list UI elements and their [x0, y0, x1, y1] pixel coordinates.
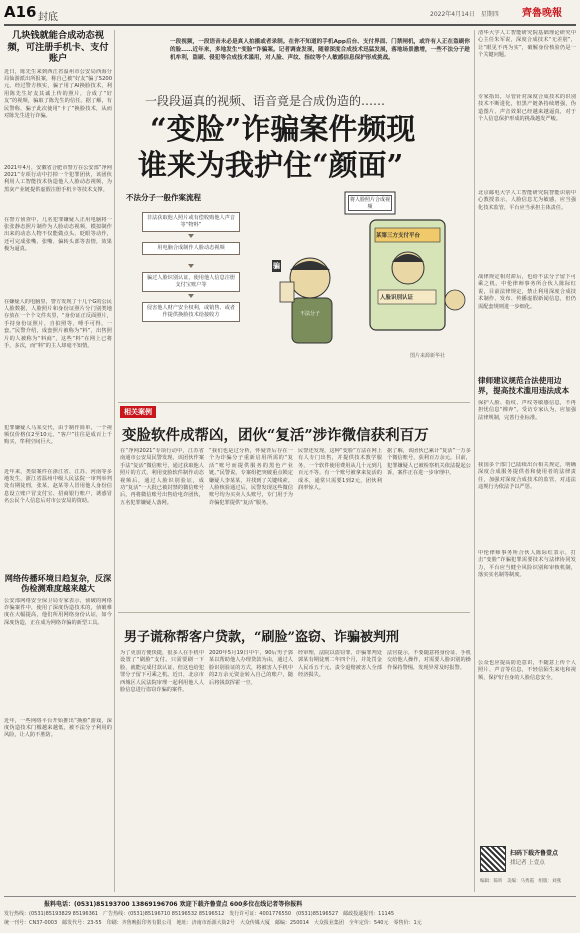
cartoon-illustration — [270, 190, 470, 350]
bottom-col-4: 法官提示，不要随意将身份证、手机交给他人操作，对需要人脸识别的操作保持警惕，发现异常及时报警。 — [387, 650, 471, 671]
flow-arrow-1 — [188, 234, 194, 238]
bottom-col-1: 为了更加方便快捷，很多人在手机中设置了“刷脸”支付。只需要刷一下脸，就能完成付款认证，但这也给犯罪分子留下可乘之机。近日，北京市西城区人民法院审理一起利用他人人脸信息进行盗窃诈骗的案件。 — [120, 650, 204, 694]
newspaper-logo: 齊魯晚報 — [522, 8, 562, 19]
right-body-5: 保护人脸、指纹、声纹等敏感信息，不再担忧信息“裸奔”。受访专家认为，应加强法律规制，完善行业标准。 — [478, 400, 576, 421]
footer-line-1: 报料电话：(0531)85193700 13869196706 欢迎下载齐鲁壹点 600多位在线记者等你报料 — [44, 901, 303, 908]
left-body-7: 公安部网络安全保卫局专家表示，侦破的网络诈骗案件中，使用了深度伪造技术的，侦破难度在大幅提高，他们所用网络身份认证，如今深度伪造，正在成为网络诈骗的新型工具。 — [4, 597, 112, 626]
flow-step-3: 骗过人脸识别认证，使用他人信息注册支付宝账户等 — [142, 272, 240, 292]
right-body-3: 北京邮电大学人工智能研究院智能识别中心教授表示，人脸信息尤为敏感，应当强化技术监管，平台应当承担主体责任。 — [478, 190, 576, 211]
footer-line-3: 统一刊号：CN37-0003 邮发代号：23-55 印刷：齐鲁晚报印务有限公司 地址：济南市泺源大街2号 大众传媒大厦 邮编：250014 大众报业集团 全年定价：540元 零售价：1元 — [4, 920, 422, 926]
headline-line-2: 谁来为我护住“颜面” — [138, 148, 404, 182]
column-divider — [114, 30, 115, 892]
flow-step-4: 侵害他人财产安全权利，或销售、或者作提供换脸技术给接收方 — [142, 302, 240, 322]
illus-credit: 图片来源新华社 — [410, 353, 446, 359]
left-column — [4, 30, 112, 890]
left-body-1: 近日，陈先生来到西江省温州市公安局西海分局仙游派出所报案，称自己被“好友”骗了5200元。经过警方核实，骗子用了AI换脸技术，利用陈先生好友其诚上传的照片，合成了“好友”的视频，骗取了陈先生的信任。据了解，有民警称，骗子此次使用“卡了”换脸技术，从而对陈先生进行诈骗。 — [4, 68, 112, 119]
illus-label-3: 人脸识别认证 — [380, 295, 414, 301]
left-body-4: 在嫌疑人的电脑里，警方发现了十几个G的公民人脸数据，人脸照片和身份证照片分门别类地存放在一个个文件夹里，“身份证正反面照片，手持身份证照片，自拍照等，唾手可得，一套。”民警介绍，成套照片被称为“料”，出售照片的人被称为“料商”，这些“料”在网上已将手，多次，而“料”的主人却毫不知情。 — [4, 298, 112, 349]
lead-paragraph: 一段视频，一段语音未必是真人拍摄或者录制。在你不知道的手机App后台、支付界面、门禁闸机，或许有人正在盗刷你的脸……近年来，多地发生“变脸”诈骗案。记者调查发现，随着深度合成技术迅猛发展，落地场景激增，一些不法分子趁机牟利，盗刷、侵犯等合成技术滥用，对人脸、声纹、指纹等个人敏感信息保护形成挑战。 — [170, 39, 470, 61]
left-subhead: 网络传播环境日趋复杂，反深伪检测难度越来越大 — [4, 572, 112, 593]
headline-line-1: “变脸”诈骗案件频现 — [150, 112, 416, 146]
right-body-6: 我国多个部门已陆续出台相关规定，明确深度合成服务提供者和使用者的法律责任，加强对深度合成技术的监管，对违法违规行为依法予以严惩。 — [478, 462, 576, 491]
right-subhead: 律师建议规范合法使用边界，提高技术滥用违法成本 — [478, 376, 570, 395]
flow-step-1: 非法获取他人照片或有偿收购他人声音等“物料” — [142, 212, 240, 232]
headline-kicker: 一段段逼真的视频、语音竟是合成伪造的…… — [145, 94, 386, 108]
right-body-2: 专家指出，尽管针对深度合成技术的识别技术不断进化，但黑产链条持续增强，伪造图片、声音效果已经越来越逼真，对于个人信息保护形成的挑战越发严峻。 — [478, 94, 576, 123]
editor-credits: 编辑：陈昕 美编：马秀霞 组版：刘燕 — [480, 879, 561, 884]
flow-chart — [122, 192, 287, 402]
footer — [4, 896, 576, 930]
flow-arrow-3 — [188, 294, 194, 298]
page-number: A16 — [4, 3, 37, 21]
right-body-8: 公众也应提高防范意识，不随意上传个人照片、声音等信息，不轻信陌生来电和视频，保护好自身的人脸信息安全。 — [478, 660, 576, 681]
left-body-2: 2021年4月，安徽省合肥市警方在公安部“净网2021”专项行动中打掉一个犯罪团伙，该团伙利用人工智能技术伪造他人人脸动态视频，为黑灰产业链提供虚假注册手机卡等技术支撑。 — [4, 164, 112, 193]
related-tag: 相关案例 — [120, 406, 156, 418]
left-body-8: 近年，一些网络平台开始推出“换脸”游戏，深度伪造技术门槛越来越低，被不法分子利用的风险，让人防不胜防。 — [4, 717, 112, 739]
right-body-1: 清华大学人工智能研究院基础理论研究中心主任朱军说，深度合成技术“无差别”，让“眼见不再为实”，破解身份核验仍是一个关键问题。 — [478, 30, 576, 59]
qr-caption-2: 找记者 上壹点 — [510, 860, 545, 866]
header-rule — [4, 24, 576, 26]
bottom-col-3: 经审理，法院以盗窃罪、诈骗罪判处郭某有期徒刑二年四个月，并处罚金人民币五千元，责令退赔被害人全部经济损失。 — [298, 650, 382, 679]
left-body-5: 犯罪嫌疑人马某交代，由于制作简单，一个视频仅价格仅2至10元，“客户”往往是成百上千购买，牟利空间巨大。 — [4, 424, 112, 446]
section-name: 封底 — [38, 12, 58, 23]
right-column — [478, 30, 576, 860]
bottom-top-rule — [118, 612, 470, 613]
illus-tag-2: 不法分子 — [300, 311, 321, 317]
qr-code[interactable] — [480, 846, 506, 872]
related-col-4: 据了解，该团伙已累计“复活”一万多个微信账号，获利百万余元。目前，犯罪嫌疑人已被检察机关依法提起公诉，案件正在进一步审理中。 — [387, 448, 471, 477]
flow-step-2: 用电脑合成制作人脸动态视频 — [142, 242, 240, 255]
bottom-col-2: 2020年5月19日中午，90后男子郭某以帮助他人办理贷款为由，通过人脸识别验证的方式，将被害人手机中的2万余元资金转入自己的账户，随后将钱款挥霍一空。 — [209, 650, 293, 686]
left-headline: 几块钱就能合成动态视频，可注册手机卡、支付账户 — [7, 30, 109, 64]
right-body-4: 战律规定相对滞后，也给不法分子留下可乘之机。中伦律师事务所合伙人陈际红说，目前法律规定，禁止利用深度合成技术制作、发布、传播虚假新闻信息，但仍需配套规则进一步细化。 — [478, 274, 576, 310]
related-top-rule — [118, 402, 470, 403]
bottom-headline: 男子谎称帮客户贷款，“刷脸”盗窃、诈骗被判刑 — [124, 630, 399, 645]
flow-arrow-2 — [188, 264, 194, 268]
illus-label-1: 将人脸照片合成视频 — [349, 197, 390, 210]
column-divider-right — [474, 30, 475, 892]
right-body-7: 中伦律师事务所合伙人陈际红表示，打击“变脸”诈骗犯罪需要技术与法律协同发力，平台应当健全风险识别和审核机制，落实实名制等制度。 — [478, 550, 576, 579]
related-col-1: 在“净网2021”专项行动中，江苏省南通市公安局民警发现，该团伙作案手法“复活”微信账号，通过获取他人照片的方式，利用变脸软件制作动态视频后，通过人脸识别验证，成功“复活”一大批已被封禁的微信账号后，再将微信账号出售给电诈团伙，五名犯罪嫌疑人落网。 — [120, 448, 204, 506]
illus-tag-1: 骗 — [273, 262, 280, 270]
left-body-6: 近年来，类似案件在浙江省、江苏、河南等多地发生，浙江省温州中级人民法院一审判举判处有期徒刑，张某，赵某等人冒用他人身份信息设立账户冒支付宝、招商银行账户，诱惑冒名公民个人信息后对市公安局的资助。 — [4, 468, 112, 505]
illustration — [270, 190, 470, 360]
issue-date: 2022年4月14日 星期四 — [430, 11, 499, 18]
related-headline: 变脸软件成帮凶，团伙“复活”涉诈微信获利百万 — [122, 427, 429, 444]
illus-label-2: 某第三方支付平台 — [376, 233, 421, 239]
flow-title: 不法分子一般作案流程 — [126, 193, 201, 202]
related-col-3: 民警还发现，这种“变脸”方法在网上有人专门出售，并提供技术教学服务，一个软件使用费用从几十元到几百元不等。有一个账号被拿来复活的成本，通常只需要1到2元，团伙利润率惊人。 — [298, 448, 382, 492]
left-body-3: 在警方侦查中，几名犯罪嫌疑人正用电脑将一张张静态照片制作为人脸动态视频，模拟制作出来的动态人物不仅能做点头、眨眼等动作，还可完成张嘴、张嘴、偏转头部等表情，效果极为逼真。 — [4, 216, 112, 253]
footer-line-2: 发行热线：(0531)85193829 85196361 广告热线：(0531)85196710 85196532 85196512 发行许可证：4001776550 (0531)85196527 邮政投递报刊：11145 — [4, 911, 395, 917]
qr-caption-1: 扫码下载齐鲁壹点 — [510, 850, 559, 857]
related-col-2: “我们也是过分析，怀疑背后存在一个为诈骗分子重新启用所需的“复活”账号而提供服务的黑色产业链。”民警说。专案组把突破重点锁定嫌疑人李某某，并找到了关键线索。人脸核验通过后，民警发现这些微信账号均为买卖人头账号，专门用于为诈骗犯罪提供“复活”服务。 — [209, 448, 293, 506]
